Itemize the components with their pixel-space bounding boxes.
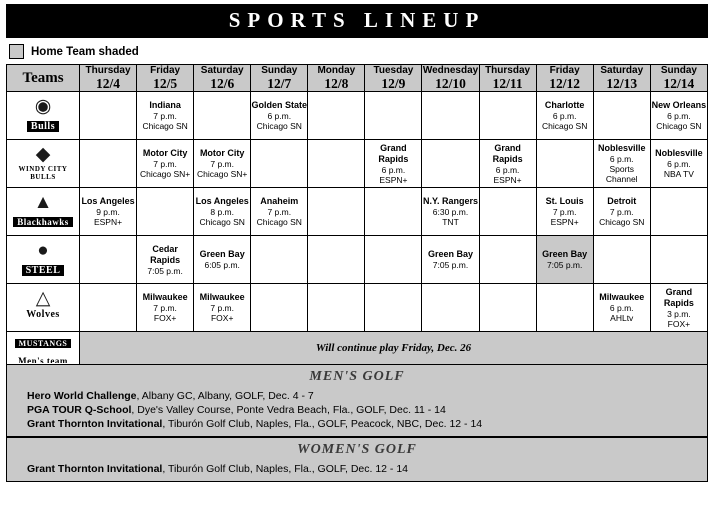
column-header-day (137, 65, 194, 92)
game-network: Chicago SN (142, 121, 188, 131)
game-cell (536, 92, 593, 140)
game-opponent: Cedar Rapids (150, 243, 181, 265)
game-opponent: Milwaukee (199, 292, 245, 302)
column-day-name: Thursday (485, 65, 531, 76)
game-network: ESPN+ (493, 174, 522, 185)
game-cell (365, 140, 422, 188)
game-cell (137, 92, 194, 140)
game-cell (593, 284, 650, 332)
game-cell (308, 188, 365, 236)
golf-event-name: Hero World Challenge (27, 390, 137, 402)
column-header-day (308, 65, 365, 92)
schedule-table (6, 64, 708, 365)
game-opponent: Motor City (142, 148, 188, 158)
column-header-day (650, 65, 707, 92)
game-cell (650, 284, 707, 332)
game-cell (536, 284, 593, 332)
game-time: 3 p.m. (667, 308, 691, 319)
game-cell (650, 188, 707, 236)
bulls-logo-icon (10, 94, 76, 137)
column-day-name: Sunday (660, 65, 697, 76)
column-day-date: 12/7 (267, 76, 292, 91)
game-cell (593, 140, 650, 188)
game-cell (80, 284, 137, 332)
game-cell (536, 236, 593, 284)
continue-message: Will continue play Friday, Dec. 26 (80, 332, 708, 365)
team-logo-cell (7, 188, 80, 236)
column-header-day (536, 65, 593, 92)
column-day-name: Tuesday (373, 65, 414, 76)
game-time: 7 p.m. (153, 111, 177, 121)
column-day-name: Wednesday (422, 65, 479, 76)
game-time: 6 p.m. (381, 164, 406, 175)
game-opponent: Motor City (199, 148, 245, 158)
mustangs-logo-icon (10, 333, 76, 363)
game-network: Chicago SN+ (197, 169, 248, 179)
game-network: NBA TV (663, 169, 694, 179)
game-network: TNT (442, 217, 459, 227)
game-cell (251, 140, 308, 188)
column-header-day (479, 65, 536, 92)
team-name: STEEL (22, 265, 65, 276)
table-body (7, 92, 708, 365)
table-row (7, 140, 708, 188)
game-cell (251, 92, 308, 140)
game-cell (422, 92, 479, 140)
column-day-name: Saturday (200, 65, 244, 76)
column-day-date: 12/6 (210, 76, 235, 91)
game-cell (422, 236, 479, 284)
hawk-head-icon: ▲ (33, 192, 53, 213)
game-opponent: Grand Rapids (492, 142, 523, 164)
column-day-date: 12/4 (96, 76, 121, 91)
game-cell (137, 188, 194, 236)
game-opponent: Green Bay (199, 249, 245, 259)
golf-event-details: , Tiburón Golf Club, Naples, Fla., GOLF, Dec. 12 - 14 (162, 463, 409, 475)
game-cell (479, 188, 536, 236)
legend (9, 44, 708, 59)
legend-swatch-icon (9, 44, 24, 59)
golf-event (7, 462, 707, 476)
column-day-name: Thursday (85, 65, 131, 76)
shield-icon: ● (37, 240, 49, 261)
team-logo-cell (7, 92, 80, 140)
game-cell (251, 236, 308, 284)
column-header-day (251, 65, 308, 92)
game-cell (479, 284, 536, 332)
team-logo-cell (7, 284, 80, 332)
column-header-day (593, 65, 650, 92)
game-cell (593, 188, 650, 236)
game-opponent: Los Angeles (195, 196, 249, 206)
game-cell (194, 284, 251, 332)
game-network: FOX+ (153, 313, 177, 323)
game-time: 7 p.m. (210, 159, 234, 169)
game-cell (479, 92, 536, 140)
game-network: Chicago SN (541, 121, 588, 131)
team-name: Bulls (27, 121, 59, 132)
game-network: ESPN+ (379, 174, 408, 185)
game-time: 6 p.m. (552, 111, 577, 121)
wolves-logo-icon (10, 286, 76, 329)
game-cell (80, 140, 137, 188)
game-time: 6 p.m. (609, 154, 634, 164)
game-cell (137, 284, 194, 332)
game-time: 7:05 p.m. (546, 260, 583, 270)
column-day-date: 12/14 (663, 76, 695, 91)
game-cell (137, 140, 194, 188)
game-cell (308, 140, 365, 188)
golf-event-details: , Dye's Valley Course, Ponte Vedra Beach, Fla., GOLF, Dec. 11 - 14 (131, 404, 446, 416)
game-network: Chicago SN+ (139, 169, 191, 179)
column-day-date: 12/10 (435, 76, 466, 91)
game-opponent: Indiana (149, 100, 181, 110)
column-day-date: 12/8 (324, 76, 349, 91)
bull-head-icon: ◆ (35, 144, 51, 165)
womens-golf-section (6, 437, 708, 482)
column-day-name: Monday (317, 65, 356, 76)
game-time: 6:30 p.m. (432, 207, 469, 217)
game-cell (365, 284, 422, 332)
game-opponent: New Orleans (651, 100, 707, 110)
game-cell (479, 140, 536, 188)
table-row (7, 332, 708, 365)
game-opponent: Grand Rapids (378, 142, 409, 164)
column-header-day (422, 65, 479, 92)
game-cell (365, 236, 422, 284)
golf-event-name: Grant Thornton Invitational (27, 463, 163, 475)
game-time: 7:05 p.m. (147, 265, 183, 276)
game-time: 7 p.m. (267, 207, 292, 217)
game-cell (365, 92, 422, 140)
womens-golf-title: WOMEN'S GOLF (297, 442, 417, 457)
table-row (7, 284, 708, 332)
golf-event (7, 389, 707, 403)
column-day-date: 12/5 (153, 76, 178, 91)
column-day-name: Friday (150, 65, 181, 76)
game-network: Sports Channel (605, 164, 638, 184)
bull-head-icon: ◉ (34, 96, 52, 117)
game-time: 7 p.m. (153, 303, 177, 313)
column-day-date: 12/9 (381, 76, 406, 91)
team-sub-name: MUSTANGS (15, 339, 72, 348)
game-cell (251, 188, 308, 236)
game-network: ESPN+ (93, 217, 123, 227)
game-cell (593, 236, 650, 284)
game-time: 6 p.m. (667, 159, 691, 169)
golf-event-details: , Albany GC, Albany, GOLF, Dec. 4 - 7 (136, 390, 314, 402)
column-day-name: Friday (549, 65, 580, 76)
game-opponent: N.Y. Rangers (422, 196, 479, 206)
game-cell (593, 92, 650, 140)
team-name: Blackhawks (13, 217, 73, 227)
column-day-date: 12/12 (549, 76, 581, 91)
golf-event (7, 417, 707, 431)
game-cell (536, 140, 593, 188)
game-network: AHLtv (610, 313, 634, 323)
game-time: 7 p.m. (210, 303, 234, 313)
column-day-date: 12/11 (492, 76, 523, 91)
game-opponent: Golden State (251, 100, 308, 110)
wolf-head-icon: △ (35, 288, 51, 309)
team-logo-cell (7, 140, 80, 188)
game-network: Chicago SN (199, 217, 245, 227)
game-time: 8 p.m. (210, 207, 234, 217)
team-name: WINDY CITY BULLS (18, 165, 68, 181)
game-opponent: Milwaukee (142, 292, 188, 302)
game-cell (650, 92, 707, 140)
game-cell (80, 188, 137, 236)
game-cell (194, 140, 251, 188)
game-cell (308, 284, 365, 332)
table-row (7, 92, 708, 140)
game-time: 7 p.m. (609, 207, 634, 217)
team-logo-cell (7, 332, 80, 365)
game-time: 7:05 p.m. (432, 260, 469, 270)
team-name: Men's team (18, 356, 68, 363)
team-name: Wolves (26, 309, 60, 320)
game-time: 7 p.m. (552, 207, 577, 217)
game-opponent: St. Louis (545, 196, 584, 206)
game-cell (137, 236, 194, 284)
table-row (7, 188, 708, 236)
golf-event-details: , Tiburón Golf Club, Naples, Fla., GOLF, Peacock, NBC, Dec. 12 - 14 (162, 418, 483, 430)
game-time: 6:05 p.m. (204, 260, 240, 270)
column-header-teams: Teams (7, 65, 80, 92)
game-cell (194, 188, 251, 236)
column-day-date: 12/13 (606, 76, 638, 91)
game-cell (80, 236, 137, 284)
golf-event-name: PGA TOUR Q-School (27, 404, 132, 416)
golf-event-name: Grant Thornton Invitational (27, 418, 163, 430)
game-time: 6 p.m. (267, 111, 292, 121)
game-time: 6 p.m. (609, 303, 634, 313)
game-opponent: Noblesville (597, 143, 646, 153)
column-day-name: Sunday (261, 65, 298, 76)
game-network: Chicago SN (599, 217, 645, 227)
game-opponent: Charlotte (544, 100, 585, 110)
game-cell (422, 188, 479, 236)
blackhawks-logo-icon (10, 190, 76, 233)
game-time: 7 p.m. (153, 159, 177, 169)
column-header-day (365, 65, 422, 92)
game-network: Chicago SN (256, 217, 302, 227)
game-cell (365, 188, 422, 236)
windy-city-bulls-logo-icon (10, 142, 76, 185)
game-cell (650, 140, 707, 188)
game-time: 6 p.m. (667, 111, 691, 121)
table-row (7, 236, 708, 284)
mens-golf-title: MEN'S GOLF (309, 369, 405, 384)
game-network: FOX+ (210, 313, 234, 323)
game-cell (251, 284, 308, 332)
game-opponent: Green Bay (427, 249, 474, 259)
game-opponent: Detroit (607, 196, 637, 206)
game-time: 6 p.m. (495, 164, 520, 175)
steel-logo-icon (10, 238, 76, 281)
game-opponent: Noblesville (655, 148, 703, 158)
legend-label: Home Team shaded (31, 45, 139, 58)
game-opponent: Grand Rapids (663, 286, 694, 308)
game-opponent: Anaheim (260, 196, 299, 206)
column-day-name: Saturday (600, 65, 644, 76)
game-cell (308, 92, 365, 140)
game-cell (194, 236, 251, 284)
game-cell (536, 188, 593, 236)
game-cell (650, 236, 707, 284)
game-time: 9 p.m. (96, 207, 120, 217)
game-cell (422, 140, 479, 188)
game-cell (479, 236, 536, 284)
game-opponent: Milwaukee (599, 292, 645, 302)
game-cell (308, 236, 365, 284)
game-network: Chicago SN (256, 121, 302, 131)
game-cell (80, 92, 137, 140)
golf-event (7, 403, 707, 417)
header-row (7, 65, 708, 92)
game-cell (194, 92, 251, 140)
mens-golf-section (6, 365, 708, 437)
game-network: FOX+ (667, 318, 691, 329)
game-network: Chicago SN (656, 121, 702, 131)
game-network: ESPN+ (550, 217, 579, 227)
game-opponent: Los Angeles (81, 196, 135, 206)
game-cell (422, 284, 479, 332)
game-opponent: Green Bay (542, 249, 588, 259)
column-header-day (80, 65, 137, 92)
column-header-day (194, 65, 251, 92)
team-logo-cell (7, 236, 80, 284)
table-header (7, 65, 708, 92)
page-title: SPORTS LINEUP (6, 4, 708, 38)
